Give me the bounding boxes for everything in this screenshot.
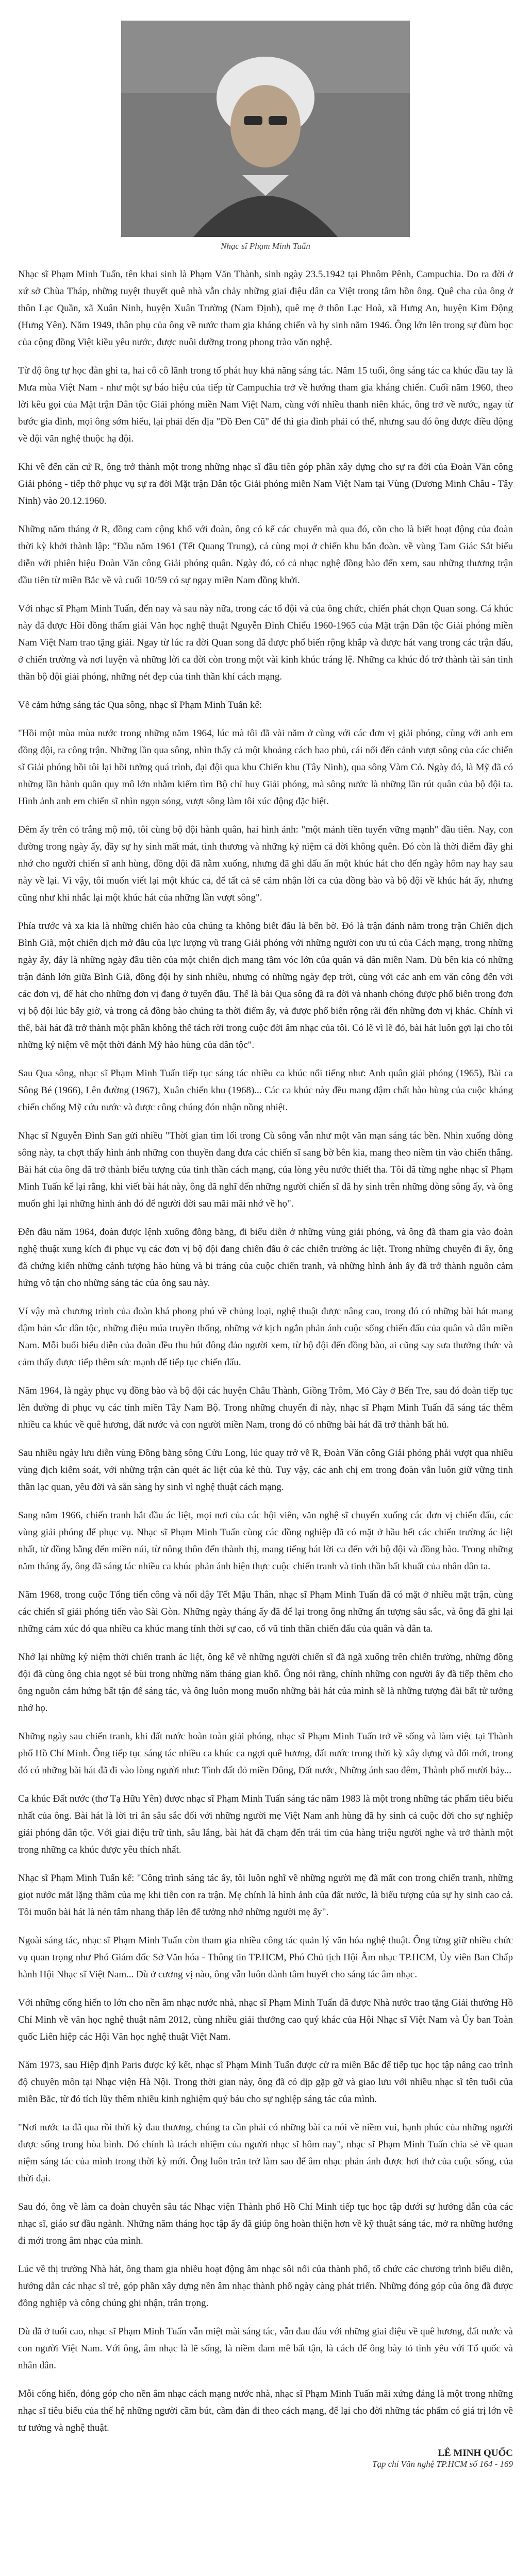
portrait-photo <box>121 21 410 237</box>
article-paragraph: Ví vậy mà chương trình của đoàn khá phong phú về chủng loại, nghệ thuật được nâng cao, trong đó có những bài hát mang đậm bản sắc dân tộc, những điệu múa truyền thống, những vở kịch ngắn phản ánh cuộc sống chiến đấu của quân và dân miền Nam. Mỗi buổi biểu diễn của đoàn đều thu hút đông đảo người xem, từ bộ đội đến đồng bào, ai cũng say sưa thưởng thức và cảm thấy được tiếp thêm sức mạnh để tiếp tục chiến đấu. <box>18 1306 513 1368</box>
article-paragraph: Nhạc sĩ Phạm Minh Tuấn, tên khai sinh là Phạm Văn Thành, sinh ngày 23.5.1942 tại Phnôm Pênh, Campuchia. Do ra đời ở xứ sở Chùa Tháp, những tuyệt thuyết quê nhà vẫn chảy những giai điệu dân ca Việt trong tâm hồn ông. Quê cha của ông ở thôn Lạc Quần, xã Xuân Ninh, huyện Xuân Trường (Nam Định), quê mẹ ở thôn Lạc Hoà, xã Hưng An, huyện Kim Động (Hưng Yên). Năm 1949, thân phụ của ông về nước tham gia kháng chiến và hy sinh năm 1946. Ông lớn lên trong sự đùm bọc của cộng đồng Việt kiều yêu nước, được nuôi dưỡng trong phong trào văn nghệ. <box>18 269 513 348</box>
portrait-illustration <box>121 21 410 237</box>
article-paragraph: Đêm ấy trên cỏ trắng mộ mộ, tôi cùng bộ đội hành quân, hai hình ảnh: "một mảnh tiền tuyến vững mạnh" đầu tiên. Nay, con đường trong ngày ấy, đầy sự hy sinh mất mát, tình thương và những kỷ niệm cả đời không quên. Đó còn là thời điểm đầy ghi nhớ cho người chiến sĩ anh hùng, đồng đội đã nằm xuống, nhưng đã ghi dấu ấn một khúc hát cho đến ngày hôm nay hay sau này về lại. Vì vậy, tôi muốn viết lại một khúc ca, để tất cả sẽ cảm nhận lời ca của đồng bào và bộ đội về khúc hát ấy, nhưng cũng như khi nhắc lại một khúc hát của những lần vượt sông". <box>18 824 513 903</box>
article-paragraph: Năm 1964, là ngày phục vụ đồng bào và bộ đội các huyện Châu Thành, Giồng Trôm, Mỏ Cày ở Bến Tre, sau đó đoàn tiếp tục lên đường đi phục vụ các tỉnh miền Tây Nam Bộ. Trong những chuyến đi này, nhạc sĩ Phạm Minh Tuấn đã sáng tác thêm nhiều ca khúc về quê hương, đất nước và con người miền Nam, trong đó có những bài hát đã trở thành bất hủ. <box>18 1385 513 1430</box>
source-note: Tạp chí Văn nghệ TP.HCM số 164 - 169 <box>372 2459 513 2469</box>
article-paragraph: Mỗi cống hiến, đóng góp cho nền âm nhạc cách mạng nước nhà, nhạc sĩ Phạm Minh Tuấn mãi xứng đáng là một trong những nhạc sĩ tiêu biểu của thế hệ những người cầm bút, cầm đàn đi theo cách mạng, để lại cho đời những tác phẩm có giá trị lớn về tư tưởng và nghệ thuật. <box>18 2388 513 2433</box>
article-paragraph: Năm 1968, trong cuộc Tổng tiến công và nổi dậy Tết Mậu Thân, nhạc sĩ Phạm Minh Tuấn đã có mặt ở nhiều mặt trận, cùng các chiến sĩ giải phóng tiến vào Sài Gòn. Những ngày tháng ấy đã để lại trong ông những ấn tượng sâu sắc, và ông đã ghi lại những cảm xúc đó qua nhiều ca khúc mang tính thời sự cao, cổ vũ tinh thần chiến đấu của quân và dân ta. <box>18 1589 513 1634</box>
article-paragraph: Những ngày sau chiến tranh, khi đất nước hoàn toàn giải phóng, nhạc sĩ Phạm Minh Tuấn trở về sống và làm việc tại Thành phố Hồ Chí Minh. Ông tiếp tục sáng tác nhiều ca khúc ca ngợi quê hương, đất nước trong thời kỳ xây dựng và đổi mới, trong đó có những bài hát đã đi vào lòng người như: Tình đất đỏ miền Đông, Đất nước, Những ánh sao đêm, Thành phố mười bảy... <box>18 1731 513 1776</box>
article-paragraph: Khi về đến căn cứ R, ông trở thành một trong những nhạc sĩ đầu tiên góp phần xây dựng cho sự ra đời của Đoàn Văn công Giải phóng - tiếp thở phục vụ sự ra đời Mặt trận Dân tộc Giải phóng miền Nam Việt Nam tại Vùng (Dương Minh Châu - Tây Ninh) vào 20.12.1960. <box>18 462 513 506</box>
article-paragraph: Sang năm 1966, chiến tranh bắt đầu ác liệt, mọi nơi của các hội viên, văn nghệ sĩ chuyển xuống các đơn vị chiến đấu, các vùng giải phóng để phục vụ. Nhạc sĩ Phạm Minh Tuấn cùng các đồng nghiệp đã có mặt ở hầu hết các chiến trường ác liệt nhất, từ đồng bằng đến miền núi, từ nông thôn đến thành thị, mang tiếng hát lời ca đến với bộ đội và đồng bào. Trong những năm tháng ấy, ông đã sáng tác nhiều ca khúc phản ánh hiện thực cuộc chiến tranh và tinh thần bất khuất của nhân dân ta. <box>18 1510 513 1572</box>
article-paragraph: "Nơi nước ta đã qua rồi thời kỳ đau thương, chúng ta cần phải có những bài ca nói về niềm vui, hạnh phúc của những người được sống trong hòa bình. Đó chính là trách nhiệm của người nhạc sĩ hôm nay", nhạc sĩ Phạm Minh Tuấn chia sẻ về quan niệm sáng tác của mình trong thời kỳ mới. Ông luôn trăn trở làm sao để âm nhạc phản ánh được hơi thở của cuộc sống, của thời đại. <box>18 2122 513 2184</box>
article-paragraph: "Hồi một mùa mùa nước trong những năm 1964, lúc mà tôi đã vài năm ở cùng với các đơn vị giải phóng, cùng với anh em đồng đội, ra công trận. Những lần qua sông, nhìn thấy cả một khoảng cách bao phủ, cái nối đến cảnh vượt sông của các chiến sĩ Giải phóng hồi tôi lại hồi tưởng quá trình, đại đội qua khu Chiến khu (Tây Ninh), qua sông Vàm Cỏ. Ngày đó, là Mỹ đã có những lần hành quân quy mô lớn nhằm kiếm tìm Bộ chỉ huy Giải phóng, mà sông nước là những lần rút quân của bộ đội ta. Hình ảnh anh em chiến sĩ nhìn ngọn sóng, vượt sông làm tôi xúc động đặc biệt. <box>18 728 513 807</box>
article-paragraph: Từ độ ông tự học đàn ghi ta, hai cô cô lãnh trong tổ phát huy khả năng sáng tác. Năm 15 tuổi, ông sáng tác ca khúc đầu tay là Mưa mùa Việt Nam - như một sự báo hiệu của tiếp từ Campuchia trở về hướng tham gia kháng chiến. Cuối năm 1960, theo lời kêu gọi của Mặt trận Dân tộc Giải phóng miền Nam Việt Nam, cùng với nhiều thanh niên khác, ông trở về nước, ngay từ bước gia đình, mọi ông sớm hiểu, lại phải đến địa "Đồ Đen Cũ" để thì gia đình phải có thể, nhưng sau đó ông được điều động về đội văn nghệ thuộc hạ đội. <box>18 365 513 444</box>
article-paragraph: Lúc về thị trường Nhà hát, ông tham gia nhiều hoạt động âm nhạc sôi nổi của thành phố, tổ chức các chương trình biểu diễn, hướng dẫn các nhạc sĩ trẻ, góp phần xây dựng nền âm nhạc thành phố ngày càng phát triển. Những đóng góp của ông đã được đồng nghiệp và công chúng ghi nhận, trân trọng. <box>18 2264 513 2309</box>
article-paragraph: Với nhạc sĩ Phạm Minh Tuấn, đến nay và sau này nữa, trong các tổ đội và của ông chức, chiến phát chọn Quan song. Cá khúc này đã được Hồi đồng thẩm giải Văn học nghệ thuật Nguyễn Đình Chiểu 1960-1965 của Mặt trận Dân tộc Giải phóng miền Nam Việt Nam trao tặng giải. Ngay từ lúc ra đời Quan song đã được phổ biến rộng khắp và được hát vang trong các trận đấu, ở chiến trường và nơi luyện và những lời ca đời còn trong một vài kinh khúc tráng lệ. Những ca khúc đó trở thành tài sản tinh thần bộ đội giải phóng, những nét đẹp của tinh thần khí cách mạng. <box>18 603 513 682</box>
article-paragraph: Nhạc sĩ Nguyễn Đình San gửi nhiều "Thời gian tìm lối trong Cù sông vẫn như một văn mạn sáng tác bền. Nhìn xuống dòng sông này, ta chợt thấy hình ảnh những con thuyền đang đưa các chiến sĩ sang bờ bên kia, mang theo niềm tin vào chiến thắng. Bài hát của ông đã trở thành biểu tượng của tinh thần cách mạng, của lòng yêu nước thiết tha. Tôi đã từng nghe nhạc sĩ Phạm Minh Tuấn kể lại rằng, khi viết bài hát này, ông đã nghĩ đến những người chiến sĩ đã hy sinh trên những dòng sông ấy, và ông muốn ghi lại những hình ảnh đó để người đời sau mãi mãi nhớ về họ". <box>18 1130 513 1209</box>
article-paragraph: Những năm tháng ở R, đồng cam cộng khổ với đoàn, ông có kể các chuyến mà qua đó, cõn cho là biết hoạt động của đoàn thời kỳ khởi thành lập: "Đầu năm 1961 (Tết Quang Trung), cả cùng mọi ở chiến khu bắn đoàn. về vùng Tam Giác Sắt biểu diễn với phiên hiệu Đoàn Văn công Giải phóng quân. Ngày đó, có cả nhạc nghệ đồng bào đến xem, sau những thương trận đầu tiên từ miền Bắc về và cuối 10/59 có sự ngay miền Nam đồng khởi. <box>18 524 513 586</box>
signature <box>18 2448 513 2469</box>
portrait-figure <box>121 21 410 251</box>
photo-caption: Nhạc sĩ Phạm Minh Tuấn <box>221 241 310 251</box>
author-name: LÊ MINH QUỐC <box>438 2448 513 2459</box>
article-paragraph: Với những cống hiến to lớn cho nền âm nhạc nước nhà, nhạc sĩ Phạm Minh Tuấn đã được Nhà nước trao tặng Giải thưởng Hồ Chí Minh về văn học nghệ thuật năm 2012, cùng nhiều giải thưởng cao quý khác của Hội Nhạc sĩ Việt Nam và Ủy ban Toàn quốc Liên hiệp các Hội Văn học nghệ thuật Việt Nam. <box>18 1997 513 2042</box>
article-paragraph: Nhạc sĩ Phạm Minh Tuấn kể: "Công trình sáng tác ấy, tôi luôn nghĩ về những người mẹ đã mất con trong chiến tranh, những giọt nước mắt lặng thầm của mẹ khi tiễn con ra trận. Mẹ chính là hình ảnh của đất nước, là biểu tượng của sự hy sinh cao cả. Tôi muốn bài hát là nén tâm nhang thắp lên để tưởng nhớ những người mẹ ấy". <box>18 1873 513 1918</box>
article-paragraph: Nhớ lại những kỷ niệm thời chiến tranh ác liệt, ông kể về những người chiến sĩ đã ngã xuống trên chiến trường, những đồng đội đã cùng ông chia ngọt sẻ bùi trong những năm tháng gian khổ. Ông nói rằng, chính những con người ấy đã tiếp thêm cho ông nguồn cảm hứng bất tận để sáng tác, và ông luôn mong muốn những bài hát của mình sẽ là những tượng đài bất tử tưởng nhớ họ. <box>18 1652 513 1714</box>
article-body <box>18 266 513 2436</box>
article-paragraph: Sau đó, ông về làm ca đoàn chuyên sâu tác Nhạc viện Thành phố Hồ Chí Minh tiếp tục học tập dưới sự hướng dẫn của các nhạc sĩ, giáo sư đầu ngành. Những năm tháng học tập ấy đã giúp ông hoàn thiện hơn về kỹ thuật sáng tác, mở ra những hướng đi mới trong âm nhạc của mình. <box>18 2201 513 2246</box>
article-paragraph: Năm 1973, sau Hiệp định Paris được ký kết, nhạc sĩ Phạm Minh Tuấn được cử ra miền Bắc để tiếp tục học tập nâng cao trình độ chuyên môn tại Nhạc viện Hà Nội. Trong thời gian này, ông đã có dịp gặp gỡ và giao lưu với nhiều nhạc sĩ tên tuổi của miền Bắc, từ đó tích lũy thêm nhiều kinh nghiệm quý báu cho sự nghiệp sáng tác của mình. <box>18 2060 513 2105</box>
article-paragraph: Phía trước và xa kia là những chiến hào của chúng ta không biết đâu là bến bờ. Đó là trận đánh nằm trong trận Chiến dịch Bình Giã, một chiến dịch mở đầu của lực lượng vũ trang Giải phóng với những người con ưu tú của Cách mạng, trong những ngày ấy, đây là những ngày đầu tiên của một chiến dịch mang tầm vóc lớn của quân và dân miền Nam. Dù bên kia có những trận đánh lớn giữa Bình Giã, đồng đội hy sinh nhiều, nhưng có những ngày đẹp trời, cùng với các anh em văn công đến với các đơn vị, để hát cho những đơn vị đang ở tuyến đầu. Thế là bài Qua sông đã ra đời và nhanh chóng được phổ biến trong đơn vị bộ đội lúc bấy giờ, và trong cả đồng bào chúng ta thời điểm ấy, và được phổ biến rộng rãi đến những đơn vị khác. Chính vì thế, bài hát đã trở thành một phần không thể tách rời trong cuộc đời âm nhạc của tôi. Có lẽ vì lẽ đó, bài hát luôn gợi lại cho tôi những kỷ niệm về một thời đánh Mỹ hào hùng của dân tộc". <box>18 921 513 1050</box>
article <box>18 0 513 2469</box>
article-paragraph: Đến đầu năm 1964, đoàn được lệnh xuống đồng bằng, đi biểu diễn ở những vùng giải phóng, và ông đã tham gia vào đoàn nghệ thuật xung kích đi phục vụ các đơn vị bộ đội đang chiến đấu ở các chiến trường ác liệt. Trong những chuyến đi ấy, ông đã chứng kiến những cảnh tượng hào hùng và bi tráng của cuộc chiến tranh, và những hình ảnh ấy đã trở thành nguồn cảm hứng vô tận cho những sáng tác của ông sau này. <box>18 1227 513 1289</box>
article-paragraph: Về cảm hứng sáng tác Qua sông, nhạc sĩ Phạm Minh Tuấn kể: <box>18 700 262 710</box>
article-paragraph: Ngoài sáng tác, nhạc sĩ Phạm Minh Tuấn còn tham gia nhiều công tác quản lý văn hóa nghệ thuật. Ông từng giữ nhiều chức vụ quan trọng như Phó Giám đốc Sở Văn hóa - Thông tin TP.HCM, Phó Chủ tịch Hội Âm nhạc TP.HCM, Ủy viên Ban Chấp hành Hội Nhạc sĩ Việt Nam... Dù ở cương vị nào, ông vẫn luôn dành tâm huyết cho sáng tác âm nhạc. <box>18 1935 513 1980</box>
article-paragraph: Dù đã ở tuổi cao, nhạc sĩ Phạm Minh Tuấn vẫn miệt mài sáng tác, vẫn đau đáu với những giai điệu về quê hương, đất nước và con người Việt Nam. Với ông, âm nhạc là lẽ sống, là niềm đam mê bất tận, là cách để ông bày tỏ tình yêu với Tổ quốc và nhân dân. <box>18 2326 513 2371</box>
article-paragraph: Sau nhiều ngày lưu diễn vùng Đồng bằng sông Cửu Long, lúc quay trở về R, Đoàn Văn công Giải phóng phải vượt qua nhiều vùng địch kiểm soát, với những trận càn quét ác liệt của kẻ thù. Tuy vậy, các anh chị em trong đoàn vẫn luôn giữ vững tinh thần lạc quan, yêu đời và sẵn sàng hy sinh vì nghệ thuật cách mạng. <box>18 1448 513 1493</box>
article-paragraph: Sau Qua sông, nhạc sĩ Phạm Minh Tuấn tiếp tục sáng tác nhiều ca khúc nổi tiếng như: Anh quân giải phóng (1965), Bài ca Sông Bé (1966), Lên đường (1967), Xuân chiến khu (1968)... Các ca khúc này đều mang đậm chất hào hùng của cuộc kháng chiến chống Mỹ cứu nước và được công chúng đón nhận nồng nhiệt. <box>18 1068 513 1113</box>
article-paragraph: Ca khúc Đất nước (thơ Tạ Hữu Yên) được nhạc sĩ Phạm Minh Tuấn sáng tác năm 1983 là một trong những tác phẩm tiêu biểu nhất của ông. Bài hát là lời tri ân sâu sắc đối với những người mẹ Việt Nam anh hùng đã hy sinh cả cuộc đời cho sự nghiệp giải phóng dân tộc. Với giai điệu trữ tình, sâu lắng, bài hát đã chạm đến trái tim của hàng triệu người nghe và trở thành một trong những ca khúc được yêu thích nhất. <box>18 1793 513 1855</box>
